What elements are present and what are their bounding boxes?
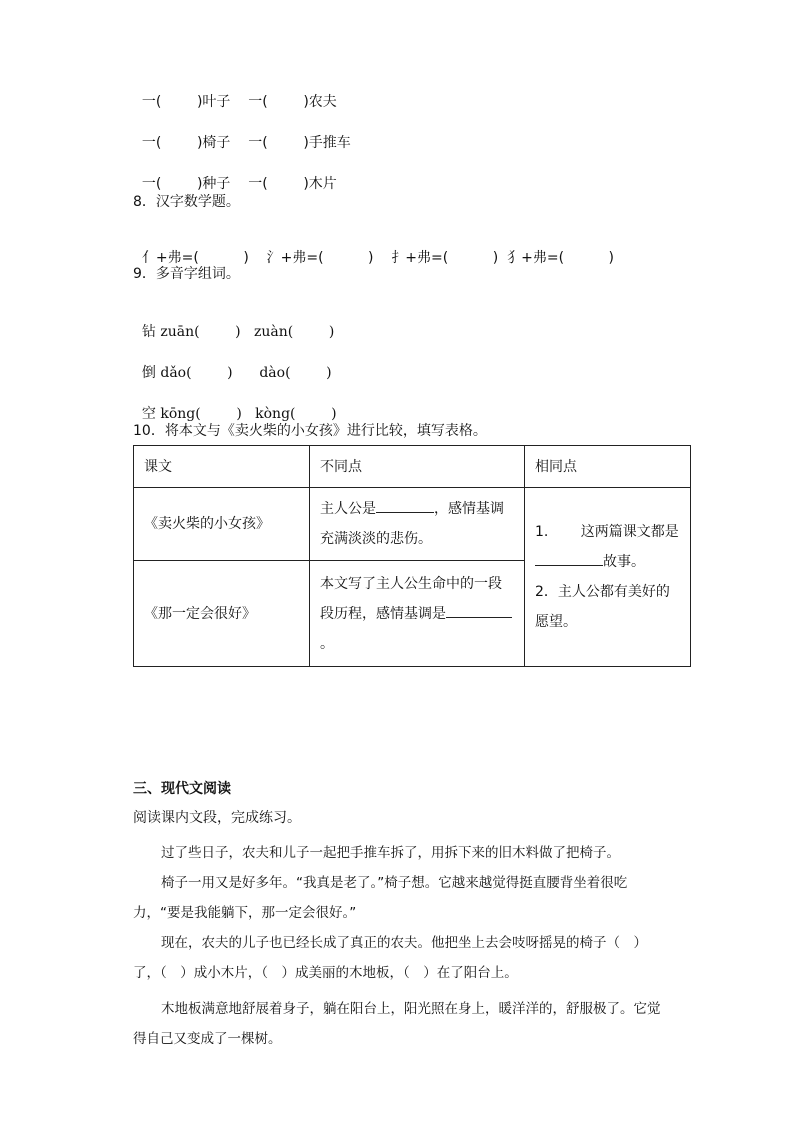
same-blank[interactable] bbox=[535, 551, 603, 566]
passage-p3: 现在，农夫的儿子也已经长成了真正的农夫。他把坐上去会吱呀摇晃的椅子（ ）了，（ ）成小木片，（ ）成美丽的木地板，（ ）在了阳台上。 bbox=[133, 935, 647, 981]
q9-title: 9．多音字组词。 bbox=[133, 266, 240, 282]
q8-item-1: 亻+弗=( ) bbox=[141, 250, 249, 266]
q9-row-1 bbox=[133, 302, 334, 342]
poly-char-1: 钻 bbox=[141, 324, 156, 340]
table-header-row bbox=[134, 446, 691, 488]
poly-b-1: zuàn( ) bbox=[254, 324, 335, 340]
poly-a-3: kōng( ) bbox=[160, 406, 242, 422]
row1-diff bbox=[310, 488, 525, 561]
row2-title: 《那一定会很好》 bbox=[134, 561, 310, 667]
measure-row-3 bbox=[133, 154, 337, 194]
poly-b-3: kòng( ) bbox=[255, 406, 337, 422]
q8-item-3: 扌+弗=( ) bbox=[391, 250, 499, 266]
passage-p2: 椅子一用又是好多年。“我真是老了。”椅子想。它越来越觉得挺直腰背坐着很吃力，“要是我能躺下，那一定会很好。” bbox=[133, 875, 628, 921]
table-row-1 bbox=[134, 488, 691, 561]
measure-left-1: 一( )叶子 bbox=[141, 94, 231, 110]
header-diff: 不同点 bbox=[310, 446, 525, 488]
section3-instruction: 阅读课内文段，完成练习。 bbox=[133, 810, 301, 826]
row2-diff-a: 本文写了主人公生命中的一段段历程，感情基调是 bbox=[320, 575, 502, 622]
q8-item-4: 犭+弗=( ) bbox=[507, 250, 614, 266]
q8-title: 8．汉字数学题。 bbox=[133, 194, 240, 210]
measure-right-1: 一( )农夫 bbox=[248, 94, 337, 110]
poly-char-2: 倒 bbox=[141, 365, 156, 381]
same-2: 2．主人公都有美好的愿望。 bbox=[535, 584, 670, 630]
same-1a: 1. 这两篇课文都是 bbox=[535, 524, 679, 540]
same-1b: 故事。 bbox=[603, 554, 645, 570]
passage-p1: 过了些日子，农夫和儿子一起把手推车拆了，用拆下来的旧木料做了把椅子。 bbox=[161, 845, 620, 861]
q8-item-2: 氵+弗=( ) bbox=[266, 250, 374, 266]
row2-blank[interactable] bbox=[446, 603, 512, 618]
row1-diff-b: ，感情基调充满淡淡的悲伤。 bbox=[320, 501, 504, 547]
row2-diff-b: 。 bbox=[320, 635, 334, 652]
row1-diff-a: 主人公是 bbox=[320, 501, 376, 517]
measure-left-3: 一( )种子 bbox=[141, 176, 231, 192]
q10-title: 10．将本文与《卖火柴的小女孩》进行比较，填写表格。 bbox=[133, 423, 487, 439]
same-cell bbox=[525, 488, 691, 667]
comparison-table bbox=[133, 445, 691, 667]
poly-char-3: 空 bbox=[141, 406, 156, 422]
measure-left-2: 一( )椅子 bbox=[141, 135, 231, 151]
section3-title: 三、现代文阅读 bbox=[133, 781, 231, 797]
header-text: 课文 bbox=[134, 446, 310, 488]
poly-b-2: dào( ) bbox=[259, 365, 332, 381]
row2-diff bbox=[310, 561, 525, 667]
header-same: 相同点 bbox=[525, 446, 691, 488]
q9-row-3 bbox=[133, 384, 337, 424]
poly-a-2: dǎo( ) bbox=[160, 365, 233, 381]
q8-items bbox=[133, 228, 614, 268]
row1-title: 《卖火柴的小女孩》 bbox=[134, 488, 310, 561]
measure-right-3: 一( )木片 bbox=[248, 176, 337, 192]
measure-row-1 bbox=[133, 72, 337, 112]
measure-row-2 bbox=[133, 113, 351, 153]
measure-right-2: 一( )手推车 bbox=[248, 135, 351, 151]
q9-row-2 bbox=[133, 343, 332, 383]
passage-p4: 木地板满意地舒展着身子，躺在阳台上，阳光照在身上，暖洋洋的，舒服极了。它觉得自己又变成了一棵树。 bbox=[133, 1001, 661, 1047]
poly-a-1: zuān( ) bbox=[160, 324, 241, 340]
row1-blank[interactable] bbox=[376, 498, 434, 513]
